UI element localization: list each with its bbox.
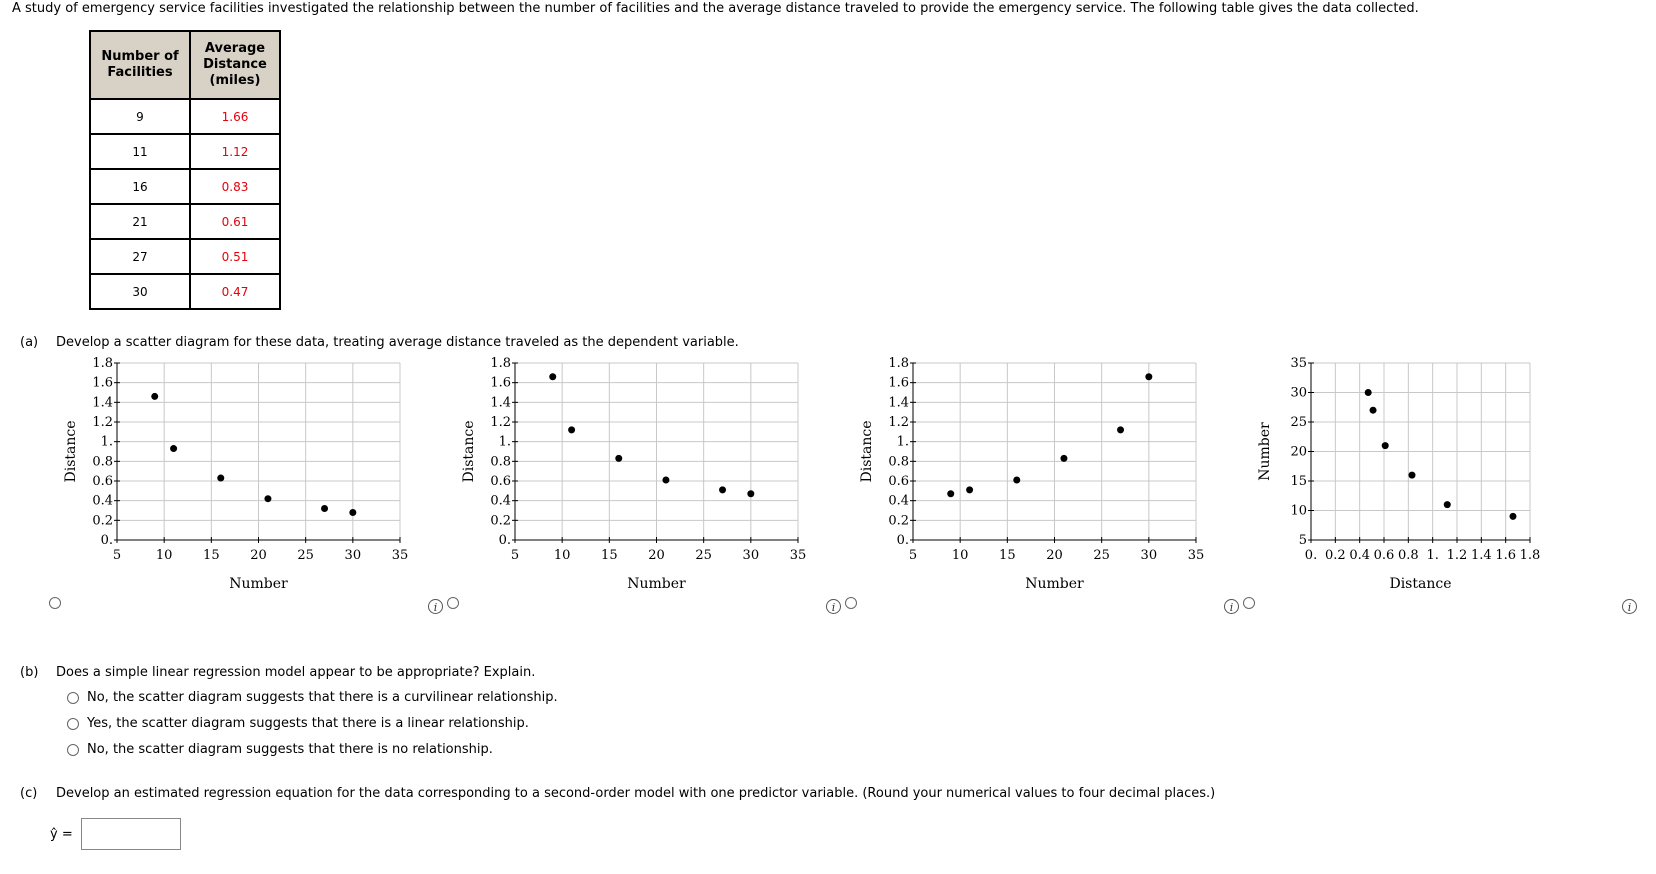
x-tick-label: 1.4 [1470,548,1492,563]
x-axis-label: Distance [1389,576,1452,592]
y-tick-label: 0.2 [888,513,909,529]
y-tick-label: 0.6 [490,474,511,489]
y-tick-label: 1.6 [92,375,113,391]
y-tick-label: 1.6 [888,375,909,391]
y-tick-label: 1.4 [490,395,511,411]
y-tick-label: 1.6 [490,375,511,391]
y-tick-label: 0.8 [92,454,113,470]
y-tick-label: 5 [1298,533,1307,548]
plot-3-info-icon[interactable]: i [1224,599,1239,614]
x-tick-label: 15 [999,548,1016,563]
part-a-prompt [20,334,739,351]
part-b-option-3-radio[interactable] [67,744,79,756]
data-point [349,509,356,516]
y-axis-label: Distance [63,420,79,483]
part-c-text: Develop an estimated regression equation for the data corresponding to a second-order model with one predictor variable. (Round your numerical values to four decimal places.) [56,786,1216,801]
data-point [947,490,954,497]
cell-number-of-facilities: 16 [90,169,190,204]
y-tick-label: 0.8 [888,454,909,470]
plot-2-info-icon[interactable]: i [826,599,841,614]
data-point [1408,472,1415,479]
y-tick-label: 0.6 [92,474,113,489]
x-tick-label: 1. [1426,548,1439,563]
plot-3-radio[interactable] [845,597,857,609]
part-b-option-1-radio[interactable] [67,692,79,704]
cell-number-of-facilities: 27 [90,239,190,274]
data-point [1117,426,1124,433]
x-tick-label: 0.2 [1324,548,1346,563]
y-tick-label: 35 [1290,356,1307,371]
data-point [568,426,575,433]
y-tick-label: 0.2 [92,513,113,529]
data-point [1382,442,1389,449]
x-tick-label: 30 [344,548,362,563]
part-c-prompt [20,785,1215,802]
plot-2-radio[interactable] [447,597,459,609]
part-b-label: (b) [20,665,39,680]
x-tick-label: 35 [789,548,807,563]
x-tick-label: 10 [553,548,571,563]
part-b-option-3[interactable] [67,741,493,758]
y-tick-label: 0.4 [888,493,909,509]
data-table [89,30,281,310]
scatter-plot-3 [856,355,1216,610]
header-average-distance: Average Distance (miles) [190,31,280,99]
data-point [321,505,328,512]
data-point [719,486,726,493]
y-tick-label: 30 [1290,385,1307,401]
x-axis-label: Number [1025,576,1084,592]
x-tick-label: 1.2 [1446,548,1468,563]
data-point [1509,513,1516,520]
y-tick-label: 0. [896,533,909,548]
header-number-of-facilities: Number of Facilities [90,31,190,99]
y-tick-label: 0. [100,533,113,548]
yhat-label: ŷ = [50,826,73,842]
table-row [90,239,280,274]
data-point [217,475,224,482]
x-tick-label: 15 [203,548,220,563]
intro-text: A study of emergency service facilities investigated the relationship between the number of facilities and the average distance traveled to provide the emergency service. The following table gives the data collected. [12,1,1419,16]
x-axis-label: Number [627,576,686,592]
data-point [1365,389,1372,396]
cell-average-distance: 1.66 [190,99,280,134]
data-point [1013,477,1020,484]
x-tick-label: 1.8 [1519,548,1541,563]
plot-4-radio[interactable] [1243,597,1255,609]
y-tick-label: 1.2 [92,415,113,430]
y-tick-label: 1.8 [888,356,909,371]
scatter-plot-4 [1254,355,1624,610]
y-tick-label: 1. [100,434,113,450]
y-tick-label: 1. [896,434,909,450]
data-point [1060,455,1067,462]
scatter-plot-2 [458,355,818,610]
cell-number-of-facilities: 30 [90,274,190,309]
table-row [90,204,280,239]
data-point [662,477,669,484]
x-tick-label: 20 [648,548,665,563]
part-b-prompt [20,664,535,681]
cell-number-of-facilities: 11 [90,134,190,169]
y-tick-label: 1.2 [490,415,511,430]
table-row [90,274,280,309]
x-tick-label: 25 [1093,548,1110,563]
x-tick-label: 10 [155,548,173,563]
x-tick-label: 35 [1187,548,1205,563]
y-tick-label: 0.8 [490,454,511,470]
plot-1-info-icon[interactable]: i [428,599,443,614]
x-tick-label: 15 [601,548,618,563]
y-tick-label: 1.8 [490,356,511,371]
y-tick-label: 10 [1290,503,1307,519]
y-tick-label: 0.4 [92,493,113,509]
x-axis-label: Number [229,576,288,592]
part-b-option-3-label: No, the scatter diagram suggests that there is no relationship. [87,742,493,757]
y-tick-label: 25 [1290,415,1307,430]
y-tick-label: 1.2 [888,415,909,430]
y-tick-label: 15 [1290,474,1307,489]
x-tick-label: 25 [297,548,314,563]
cell-number-of-facilities: 21 [90,204,190,239]
part-b-option-2-radio[interactable] [67,718,79,730]
x-tick-label: 5 [510,548,520,563]
plot-1-radio[interactable] [49,597,61,609]
x-tick-label: 35 [391,548,409,563]
part-a-text: Develop a scatter diagram for these data, treating average distance traveled as the dependent variable. [56,335,739,350]
y-axis-label: Distance [461,420,477,483]
part-c-answer-row [50,818,181,850]
y-tick-label: 0.4 [490,493,511,509]
y-tick-label: 1. [498,434,511,450]
part-b-option-2-label: Yes, the scatter diagram suggests that there is a linear relationship. [87,716,529,731]
y-axis-label: Distance [859,420,875,483]
table-row [90,99,280,134]
cell-average-distance: 0.47 [190,274,280,309]
y-tick-label: 0. [498,533,511,548]
data-point [264,495,271,502]
y-axis-label: Number [1257,422,1273,481]
y-tick-label: 0.6 [888,474,909,489]
x-tick-label: 0.4 [1349,548,1371,563]
data-point [615,455,622,462]
plot-4-info-icon[interactable]: i [1622,599,1637,614]
x-tick-label: 30 [742,548,760,563]
data-point [1145,373,1152,380]
y-tick-label: 1.8 [92,356,113,371]
cell-number-of-facilities: 9 [90,99,190,134]
data-point [1370,407,1377,414]
cell-average-distance: 0.51 [190,239,280,274]
cell-average-distance: 0.83 [190,169,280,204]
x-tick-label: 0.6 [1373,548,1395,563]
part-a-label: (a) [20,335,39,350]
data-point [170,445,177,452]
y-tick-label: 0.2 [490,513,511,529]
cell-average-distance: 1.12 [190,134,280,169]
x-tick-label: 0. [1304,548,1318,563]
x-tick-label: 1.6 [1495,548,1517,563]
table-row [90,134,280,169]
data-point [549,373,556,380]
part-b-text: Does a simple linear regression model appear to be appropriate? Explain. [56,665,536,680]
part-b-option-1[interactable] [67,689,558,706]
x-tick-label: 20 [250,548,267,563]
scatter-plot-1 [60,355,420,610]
y-tick-label: 1.4 [92,395,113,411]
x-tick-label: 5 [908,548,918,563]
part-c-label: (c) [20,786,38,801]
x-tick-label: 0.8 [1397,548,1419,563]
part-b-option-1-label: No, the scatter diagram suggests that there is a curvilinear relationship. [87,690,558,705]
regression-equation-input[interactable] [81,818,181,850]
table-row [90,169,280,204]
x-tick-label: 10 [951,548,969,563]
cell-average-distance: 0.61 [190,204,280,239]
x-tick-label: 30 [1140,548,1158,563]
data-point [747,490,754,497]
part-b-option-2[interactable] [67,715,529,732]
x-tick-label: 25 [695,548,712,563]
x-tick-label: 5 [112,548,122,563]
data-point [151,393,158,400]
data-point [966,486,973,493]
y-tick-label: 1.4 [888,395,909,411]
data-point [1444,501,1451,508]
y-tick-label: 20 [1290,444,1307,460]
x-tick-label: 20 [1046,548,1063,563]
